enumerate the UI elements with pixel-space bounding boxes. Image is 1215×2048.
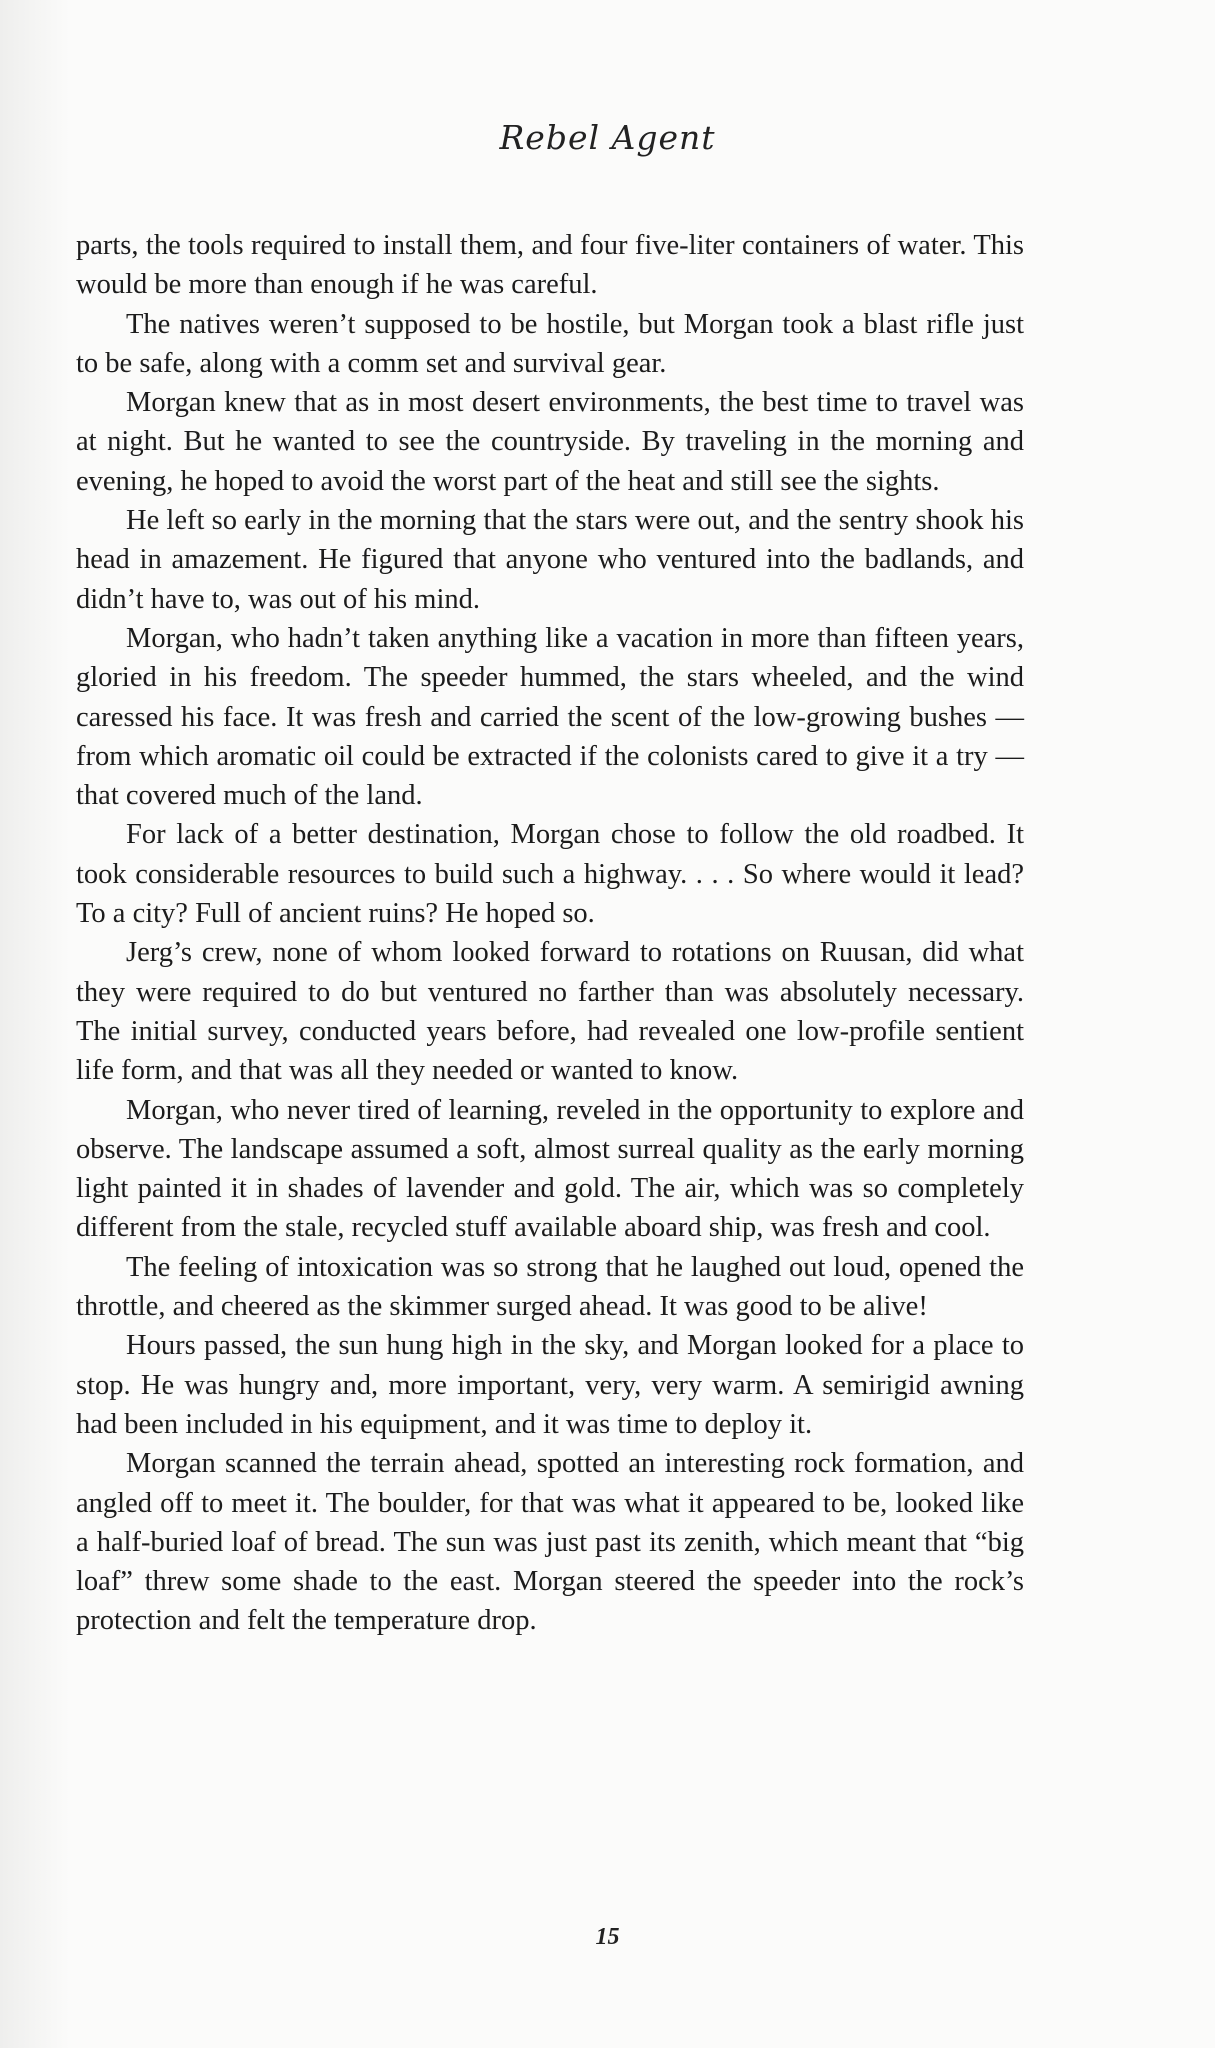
- page-number: 15: [595, 1924, 620, 1950]
- paragraph-4: He left so early in the morning that the stars were out, and the sentry shook his head in amazement. He figured that anyone who ventured into the badlands, and didn’t have to, was out of his mind.: [76, 505, 1024, 615]
- page-gutter-shade: [0, 0, 70, 2048]
- body-text: [76, 226, 1024, 1641]
- paragraph-7: Jerg’s crew, none of whom looked forward to rotations on Ruusan, did what they were required to do but ventured no farther than was absolutely necessary. The initial survey, conducted years before, had revealed one low-profile sentient life form, and that was all they needed or wanted to know.: [76, 937, 1024, 1087]
- paragraph-11: Morgan scanned the terrain ahead, spotted an interesting rock formation, and angled off to meet it. The boulder, for that was what it appeared to be, looked like a half-buried loaf of bread. The sun was just past its zenith, which meant that “big loaf” threw some shade to the east. Morgan steered the speeder into the rock’s protection and felt the temperature drop.: [76, 1448, 1024, 1637]
- paragraph-2: The natives weren’t supposed to be hostile, but Morgan took a blast rifle just to be safe, along with a comm set and survival gear.: [76, 308, 1024, 379]
- paragraph-8: Morgan, who never tired of learning, reveled in the opportunity to explore and observe. The landscape assumed a soft, almost surreal quality as the early morning light painted it in shades of lavender and gold. The air, which was so completely different from the stale, recycled stuff available aboard ship, was fresh and cool.: [76, 1094, 1024, 1244]
- paragraph-9: The feeling of intoxication was so strong that he laughed out loud, opened the throttle, and cheered as the skimmer surged ahead. It was good to be alive!: [76, 1251, 1024, 1323]
- paragraph-1: parts, the tools required to install them, and four five-liter containers of water. This would be more than enough if he was careful.: [76, 230, 1024, 301]
- paragraph-6: For lack of a better destination, Morgan chose to follow the old roadbed. It took considerable resources to build such a highway. . . . So where would it lead? To a city? Full of ancient ruins? He hoped so.: [76, 819, 1024, 930]
- paragraph-10: Hours passed, the sun hung high in the sky, and Morgan looked for a place to stop. He was hungry and, more important, very, very warm. A semirigid awning had been included in his equipment, and it was time to deploy it.: [76, 1330, 1024, 1440]
- paragraph-3: Morgan knew that as in most desert environments, the best time to travel was at night. But he wanted to see the countryside. By traveling in the morning and evening, he hoped to avoid the worst part of the heat and still see the sights.: [76, 387, 1024, 497]
- running-head: Rebel Agent: [499, 118, 716, 157]
- paragraph-5: Morgan, who hadn’t taken anything like a vacation in more than fifteen years, gloried in his freedom. The speeder hummed, the stars wheeled, and the wind caressed his face. It was fresh and carried the scent of the low-growing bushes — from which aromatic oil could be extracted if the colonists cared to give it a try — that covered much of the land.: [76, 622, 1024, 812]
